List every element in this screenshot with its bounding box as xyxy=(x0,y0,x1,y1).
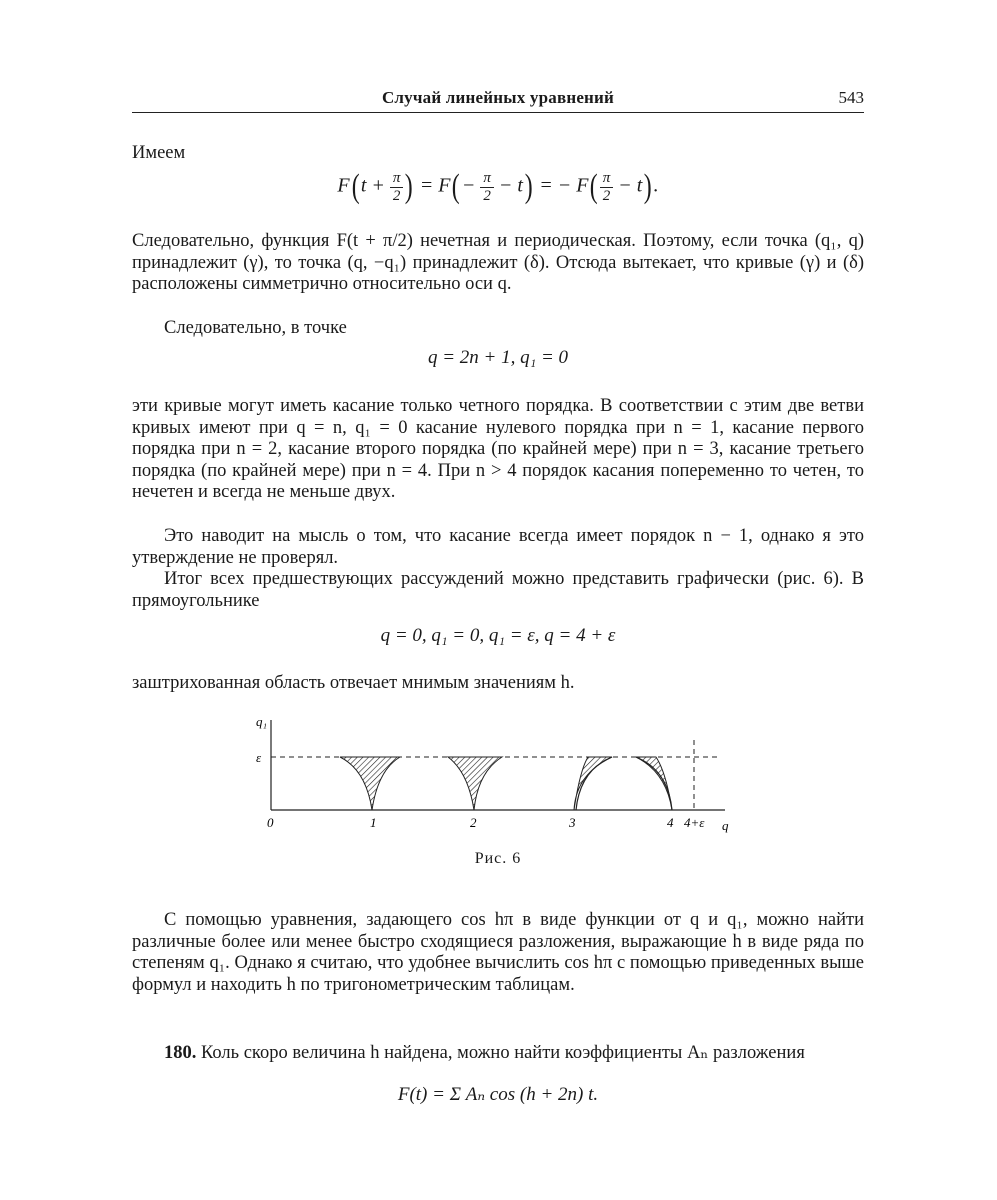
paragraph-6: заштрихованная область отвечает мнимым значениям h. xyxy=(132,673,575,693)
formula-minus-t: − t xyxy=(498,174,523,197)
formula-f: F xyxy=(337,174,350,197)
fraction-pi-over-2: $\frac{\pi}{2}$ xyxy=(480,170,494,205)
paragraph-8-text: Коль скоро величина h найдена, можно найти коэффициенты Aₙ разложения xyxy=(201,1043,805,1063)
formula-minus-1: − xyxy=(461,174,476,197)
paragraph-2: Следовательно, в точке xyxy=(164,318,347,338)
tick-label-3: 3 xyxy=(569,815,576,830)
epsilon-label: ε xyxy=(256,750,262,765)
fraction-numerator: π xyxy=(390,170,404,188)
paragraph-3: эти кривые могут иметь касание только четного порядка. В соответствии с этим две ветви кривых имеют при q = n, q₁ = 0 касание нулевого порядка при n = 1, касание первого порядка при n = 2, касание второго порядка (по крайней мере) при n = 3, касание третьего порядка (по крайней мере) при n = 4. При n > 4 порядок касания попеременно то четен, то нечетен и всегда не меньше двух. xyxy=(132,396,864,503)
x-axis-label: q xyxy=(722,818,729,833)
formula-end: − t xyxy=(618,174,643,197)
formula-eq-1: = F xyxy=(419,174,451,197)
paragraph-1: Следовательно, функция F(t + π/2) нечетная и периодическая. Поэтому, если точка (q₁, q) принадлежит (γ), то точка (q, −q₁) принадлежит (δ). Отсюда вытекает, что кривые (γ) и (δ) расположены симметрично относительно оси q. xyxy=(132,231,864,295)
shaded-region-2 xyxy=(448,757,502,810)
formula-rectangle: q = 0, q₁ = 0, q₁ = ε, q = 4 + ε xyxy=(380,625,616,646)
tick-label-1: 1 xyxy=(370,815,377,830)
intro-word: Имеем xyxy=(132,143,186,163)
paragraph-7: С помощью уравнения, задающего cos hπ в виде функции от q и q₁, можно найти различные более или менее быстро сходящиеся разложения, выражающие h в виде ряда по степеням q₁. Однако я считаю, что удобнее вычислить cos hπ с помощью приведенных выше формул и находить h по тригонометрическим таблицам. xyxy=(132,910,864,995)
fraction-denominator: 2 xyxy=(392,187,401,204)
paragraph-8 xyxy=(132,1043,864,1065)
tick-label-4-plus-epsilon: 4+ε xyxy=(684,815,705,830)
fraction-pi-over-2 xyxy=(390,170,404,205)
formula-symmetry: F(t + $\frac{\pi}{2}$ ) = F(− $\frac{\pi}{2}$ − t) = − F( $\frac{\pi}{2}$ − t). xyxy=(337,168,659,205)
figure-6-diagram xyxy=(240,710,760,840)
formula-symmetry-text xyxy=(132,214,864,215)
paragraph-4: Это наводит на мысль о том, что касание всегда имеет порядок n − 1, однако я это утверждение не проверял. xyxy=(132,526,864,568)
tick-label-0: 0 xyxy=(267,815,274,830)
tick-label-2: 2 xyxy=(470,815,477,830)
figure-caption: Рис. 6 xyxy=(474,850,522,867)
paragraph-5: Итог всех предшествующих рассуждений можно представить графически (рис. 6). В прямоугольнике xyxy=(132,569,864,611)
running-title: Случай линейных уравнений xyxy=(381,88,615,107)
shaded-region-3 xyxy=(574,757,612,810)
shaded-region-1 xyxy=(340,757,400,810)
page-header xyxy=(132,86,864,113)
section-number: 180. xyxy=(164,1043,197,1063)
formula-period: . xyxy=(653,174,659,197)
formula-expansion: F(t) = Σ Aₙ cos (h + 2n) t. xyxy=(397,1084,599,1105)
y-axis-label: q₁ xyxy=(256,714,268,729)
fraction-pi-over-2: $\frac{\pi}{2}$ xyxy=(600,170,614,205)
formula-t-plus: t + xyxy=(360,174,385,197)
tick-label-4: 4 xyxy=(667,815,674,830)
shaded-region-4 xyxy=(636,757,672,810)
formula-tangency-point: q = 2n + 1, q₁ = 0 xyxy=(427,347,569,368)
page-number: 543 xyxy=(838,88,864,107)
formula-eq-2: = − F xyxy=(539,174,589,197)
